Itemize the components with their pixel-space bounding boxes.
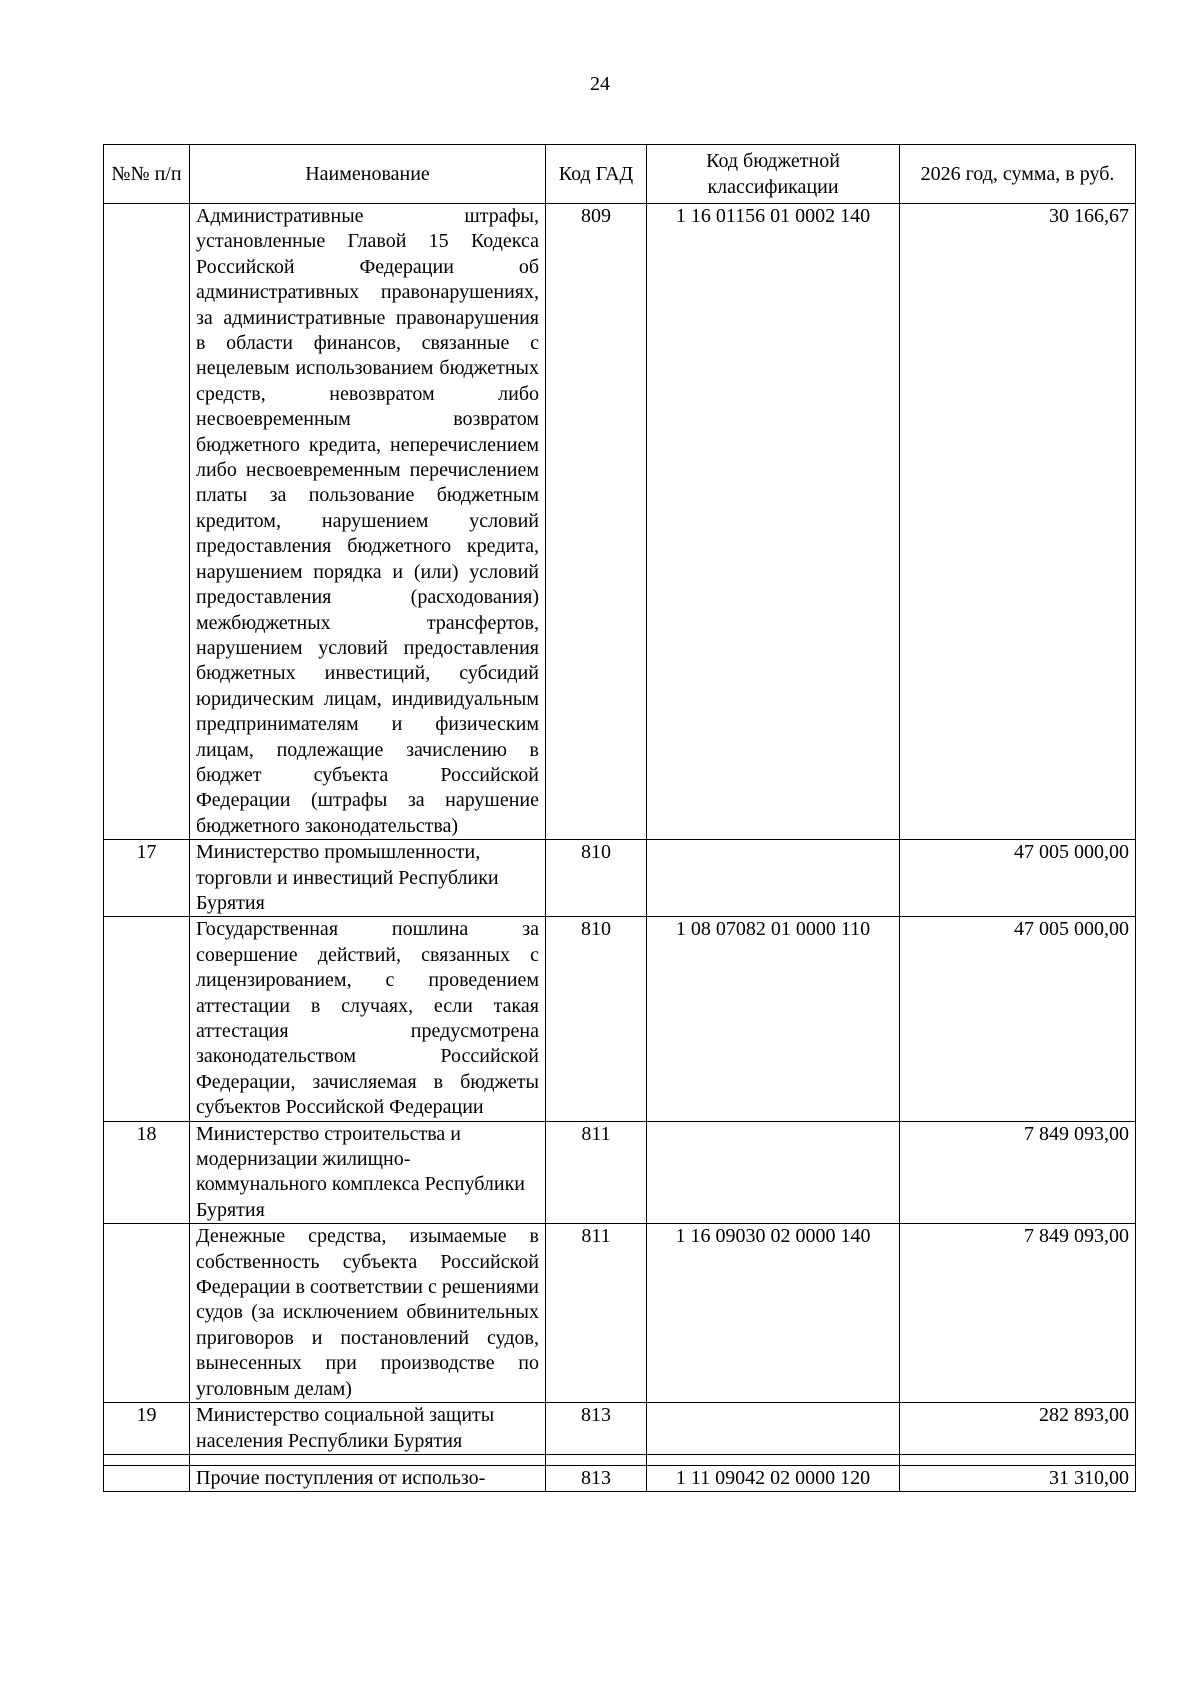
table-row	[104, 1465, 1136, 1491]
table-row	[104, 1403, 1136, 1455]
row-name: Министерство социальной защиты населения Республики Бурятия	[190, 1403, 546, 1455]
header-num: №№ п/п	[104, 145, 190, 204]
table-row	[104, 917, 1136, 1121]
row-gad: 810	[546, 840, 647, 917]
row-sum: 7 849 093,00	[900, 1224, 1136, 1403]
header-sum: 2026 год, сумма, в руб.	[900, 145, 1136, 204]
row-gad: 809	[546, 204, 647, 840]
row-num	[104, 1224, 190, 1403]
table-row	[104, 840, 1136, 917]
row-name: Государственная пошлина за совершение действий, связанных с лицензированием, с проведением аттестации в случаях, если такая аттестация предусмотрена законодательством Российской Федерации, зачисляемая в бюджеты субъектов Российской Федерации	[190, 917, 546, 1121]
row-num: 17	[104, 840, 190, 917]
table-row	[104, 1224, 1136, 1403]
row-name: Прочие поступления от использо-	[190, 1465, 546, 1491]
row-name: Административные штрафы, установленные Главой 15 Кодекса Российской Федерации об административных правонарушениях, за административные правонарушения в области финансов, связанные с нецелевым использованием бюджетных средств, невозвратом либо несвоевременным возвратом бюджетного кредита, неперечислением либо несвоевременным перечислением платы за пользование бюджетным кредитом, нарушением условий предоставления бюджетного кредита, нарушением порядка и (или) условий предоставления (расходования) межбюджетных трансфертов, нарушением условий предоставления бюджетных инвестиций, субсидий юридическим лицам, индивидуальным предпринимателям и физическим лицам, подлежащие зачислению в бюджет субъекта Российской Федерации (штрафы за нарушение бюджетного законодательства)	[190, 204, 546, 840]
row-sum: 31 310,00	[900, 1465, 1136, 1491]
row-gad: 813	[546, 1403, 647, 1455]
row-num	[104, 204, 190, 840]
row-kbk	[647, 1403, 900, 1455]
row-gad: 811	[546, 1224, 647, 1403]
row-num	[104, 1465, 190, 1491]
row-sum: 47 005 000,00	[900, 917, 1136, 1121]
row-kbk: 1 11 09042 02 0000 120	[647, 1465, 900, 1491]
row-sum: 282 893,00	[900, 1403, 1136, 1455]
budget-revenue-table	[103, 144, 1136, 1492]
row-gad: 810	[546, 917, 647, 1121]
table-row	[104, 204, 1136, 840]
row-num	[104, 917, 190, 1121]
row-name: Министерство строительства и модернизации жилищно-коммунального комплекса Республики Бурятия	[190, 1121, 546, 1224]
row-name: Министерство промышленности, торговли и инвестиций Республики Бурятия	[190, 840, 546, 917]
row-num: 19	[104, 1403, 190, 1455]
page-number: 24	[590, 73, 610, 95]
row-kbk: 1 16 01156 01 0002 140	[647, 204, 900, 840]
row-kbk	[647, 1121, 900, 1224]
header-name: Наименование	[190, 145, 546, 204]
header-kbk: Код бюджетной классификации	[647, 145, 900, 204]
row-gad: 813	[546, 1465, 647, 1491]
header-gad: Код ГАД	[546, 145, 647, 204]
table-row	[104, 1121, 1136, 1224]
row-kbk: 1 16 09030 02 0000 140	[647, 1224, 900, 1403]
row-gad: 811	[546, 1121, 647, 1224]
row-sum: 7 849 093,00	[900, 1121, 1136, 1224]
table-header-row	[104, 145, 1136, 204]
row-num: 18	[104, 1121, 190, 1224]
row-kbk: 1 08 07082 01 0000 110	[647, 917, 900, 1121]
row-name: Денежные средства, изымаемые в собственность субъекта Российской Федерации в соответствии с решениями судов (за исключением обвинительных приговоров и постановлений судов, вынесенных при производстве по уголовным делам)	[190, 1224, 546, 1403]
row-sum: 30 166,67	[900, 204, 1136, 840]
table-row-spacer	[104, 1454, 1136, 1465]
row-sum: 47 005 000,00	[900, 840, 1136, 917]
row-kbk	[647, 840, 900, 917]
